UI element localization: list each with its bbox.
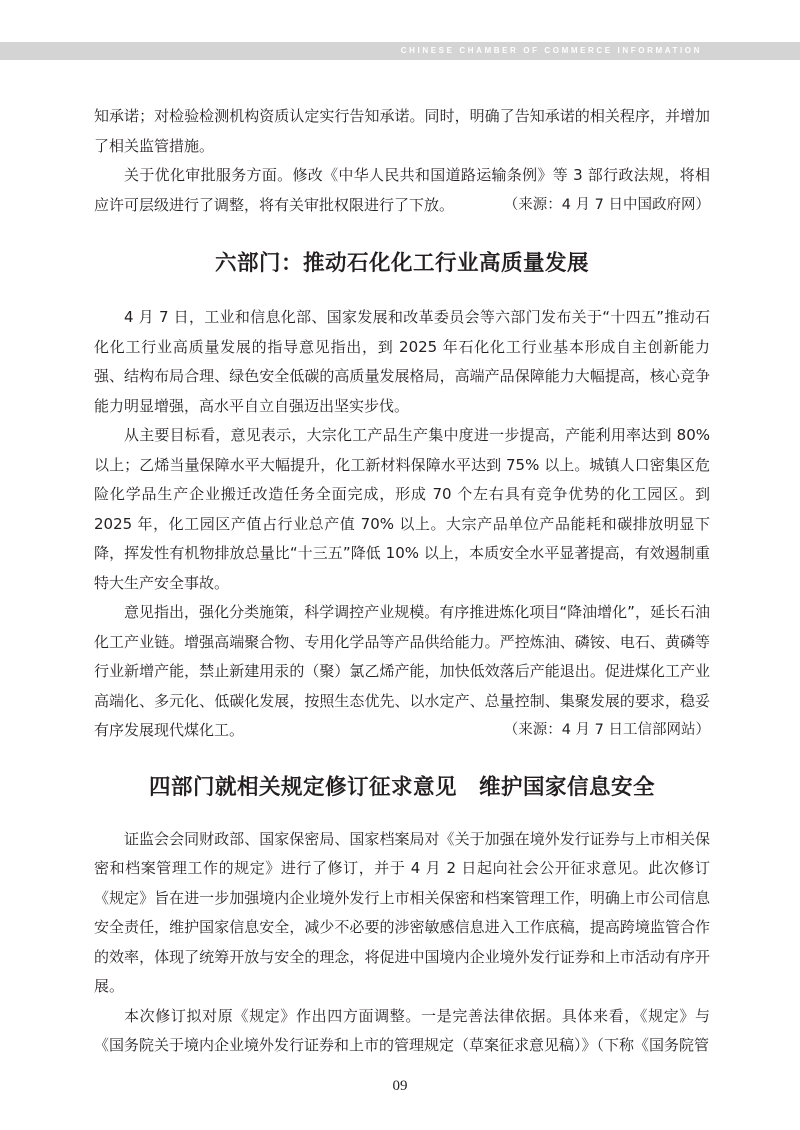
- article-2-title-part-2: 维护国家信息安全: [479, 774, 656, 800]
- intro-paragraph-2: [94, 161, 710, 220]
- article-2-paragraph-1: 证监会会同财政部、国家保密局、国家档案局对《关于加强在境外发行证券与上市相关保密和档案管理工作的规定》进行了修订，并于 4 月 2 日起向社会公开征求意见。此次修订《规定》旨在进一步加强境内企业境外发行上市相关保密和档案管理工作，明确上市公司信息安全责任，维护国家信息安全，减少不必要的涉密敏感信息进入工作底稿，提高跨境监管合作的效率，体现了统筹开放与安全的理念，将促进中国境内企业境外发行证券和上市活动有序开展。: [94, 829, 710, 995]
- article-1-paragraph-3-text: 意见指出，强化分类施策，科学调控产业规模。有序推进炼化项目“降油增化”，延长石油化工产业链。增强高端聚合物、专用化学品等产品供给能力。严控炼油、磷铵、电石、黄磷等行业新增产能，禁止新建用汞的（聚）氯乙烯产能，加快低效落后产能退出。促进煤化工产业高端化、多元化、低碳化发展，按照生态优先、以水定产、总量控制、集聚发展的要求，稳妥有序发展现代煤化工。: [94, 603, 710, 739]
- intro-source: （来源：4 月 7 日中国政府网）: [503, 196, 710, 213]
- article-2-paragraph-2: 本次修订拟对原《规定》作出四方面调整。一是完善法律依据。具体来看，《规定》与《国务院关于境内企业境外发行证券和上市的管理规定（草案征求意见稿）》（下称《国务院管: [94, 1006, 710, 1054]
- article-2-title-part-1: 四部门就相关规定修订征求意见: [148, 774, 457, 800]
- header-band: [0, 42, 800, 60]
- page-number: 09: [392, 1078, 408, 1094]
- article-1-paragraph-1: 4 月 7 日，工业和信息化部、国家发展和改革委员会等六部门发布关于“十四五”推动石化化工行业高质量发展的指导意见指出，到 2025 年石化化工行业基本形成自主创新能力强、结构布局合理、绿色安全低碳的高质量发展格局，高端产品保障能力大幅提高，核心竞争能力明显增强，高水平自立自强迈出坚实步伐。: [94, 308, 710, 415]
- article-1-paragraph-3: [94, 598, 710, 746]
- intro-paragraph-1: 知承诺；对检验检测机构资质认定实行告知承诺。同时，明确了告知承诺的相关程序，并增加了相关监管措施。: [94, 107, 710, 155]
- page-content: [94, 102, 710, 1061]
- article-1-source: （来源：4 月 7 日工信部网站）: [503, 722, 710, 738]
- article-2-title: [94, 773, 710, 803]
- publication-name: CHINESE CHAMBER OF COMMERCE INFORMATION: [400, 46, 702, 55]
- article-1-title: 六部门：推动石化化工行业高质量发展: [214, 251, 589, 276]
- article-1-paragraph-2: 从主要目标看，意见表示，大宗化工产品生产集中度进一步提高，产能利用率达到 80% 以上；乙烯当量保障水平大幅提升，化工新材料保障水平达到 75% 以上。城镇人口密集区危险化学品生产企业搬迁改造任务全面完成，形成 70 个左右具有竞争优势的化工园区。到 2025 年，化工园区产值占行业总产值 70% 以上。大宗产品单位产品能耗和碳排放明显下降，挥发性有机物排放总量比“十三五”降低 10% 以上，本质安全水平显著提高，有效遏制重特大生产安全事故。: [94, 426, 710, 592]
- intro-paragraph-2-text: 关于优化审批服务方面。修改《中华人民共和国道路运输条例》等 3 部行政法规，将相应许可层级进行了调整，将有关审批权限进行了下放。: [94, 166, 710, 214]
